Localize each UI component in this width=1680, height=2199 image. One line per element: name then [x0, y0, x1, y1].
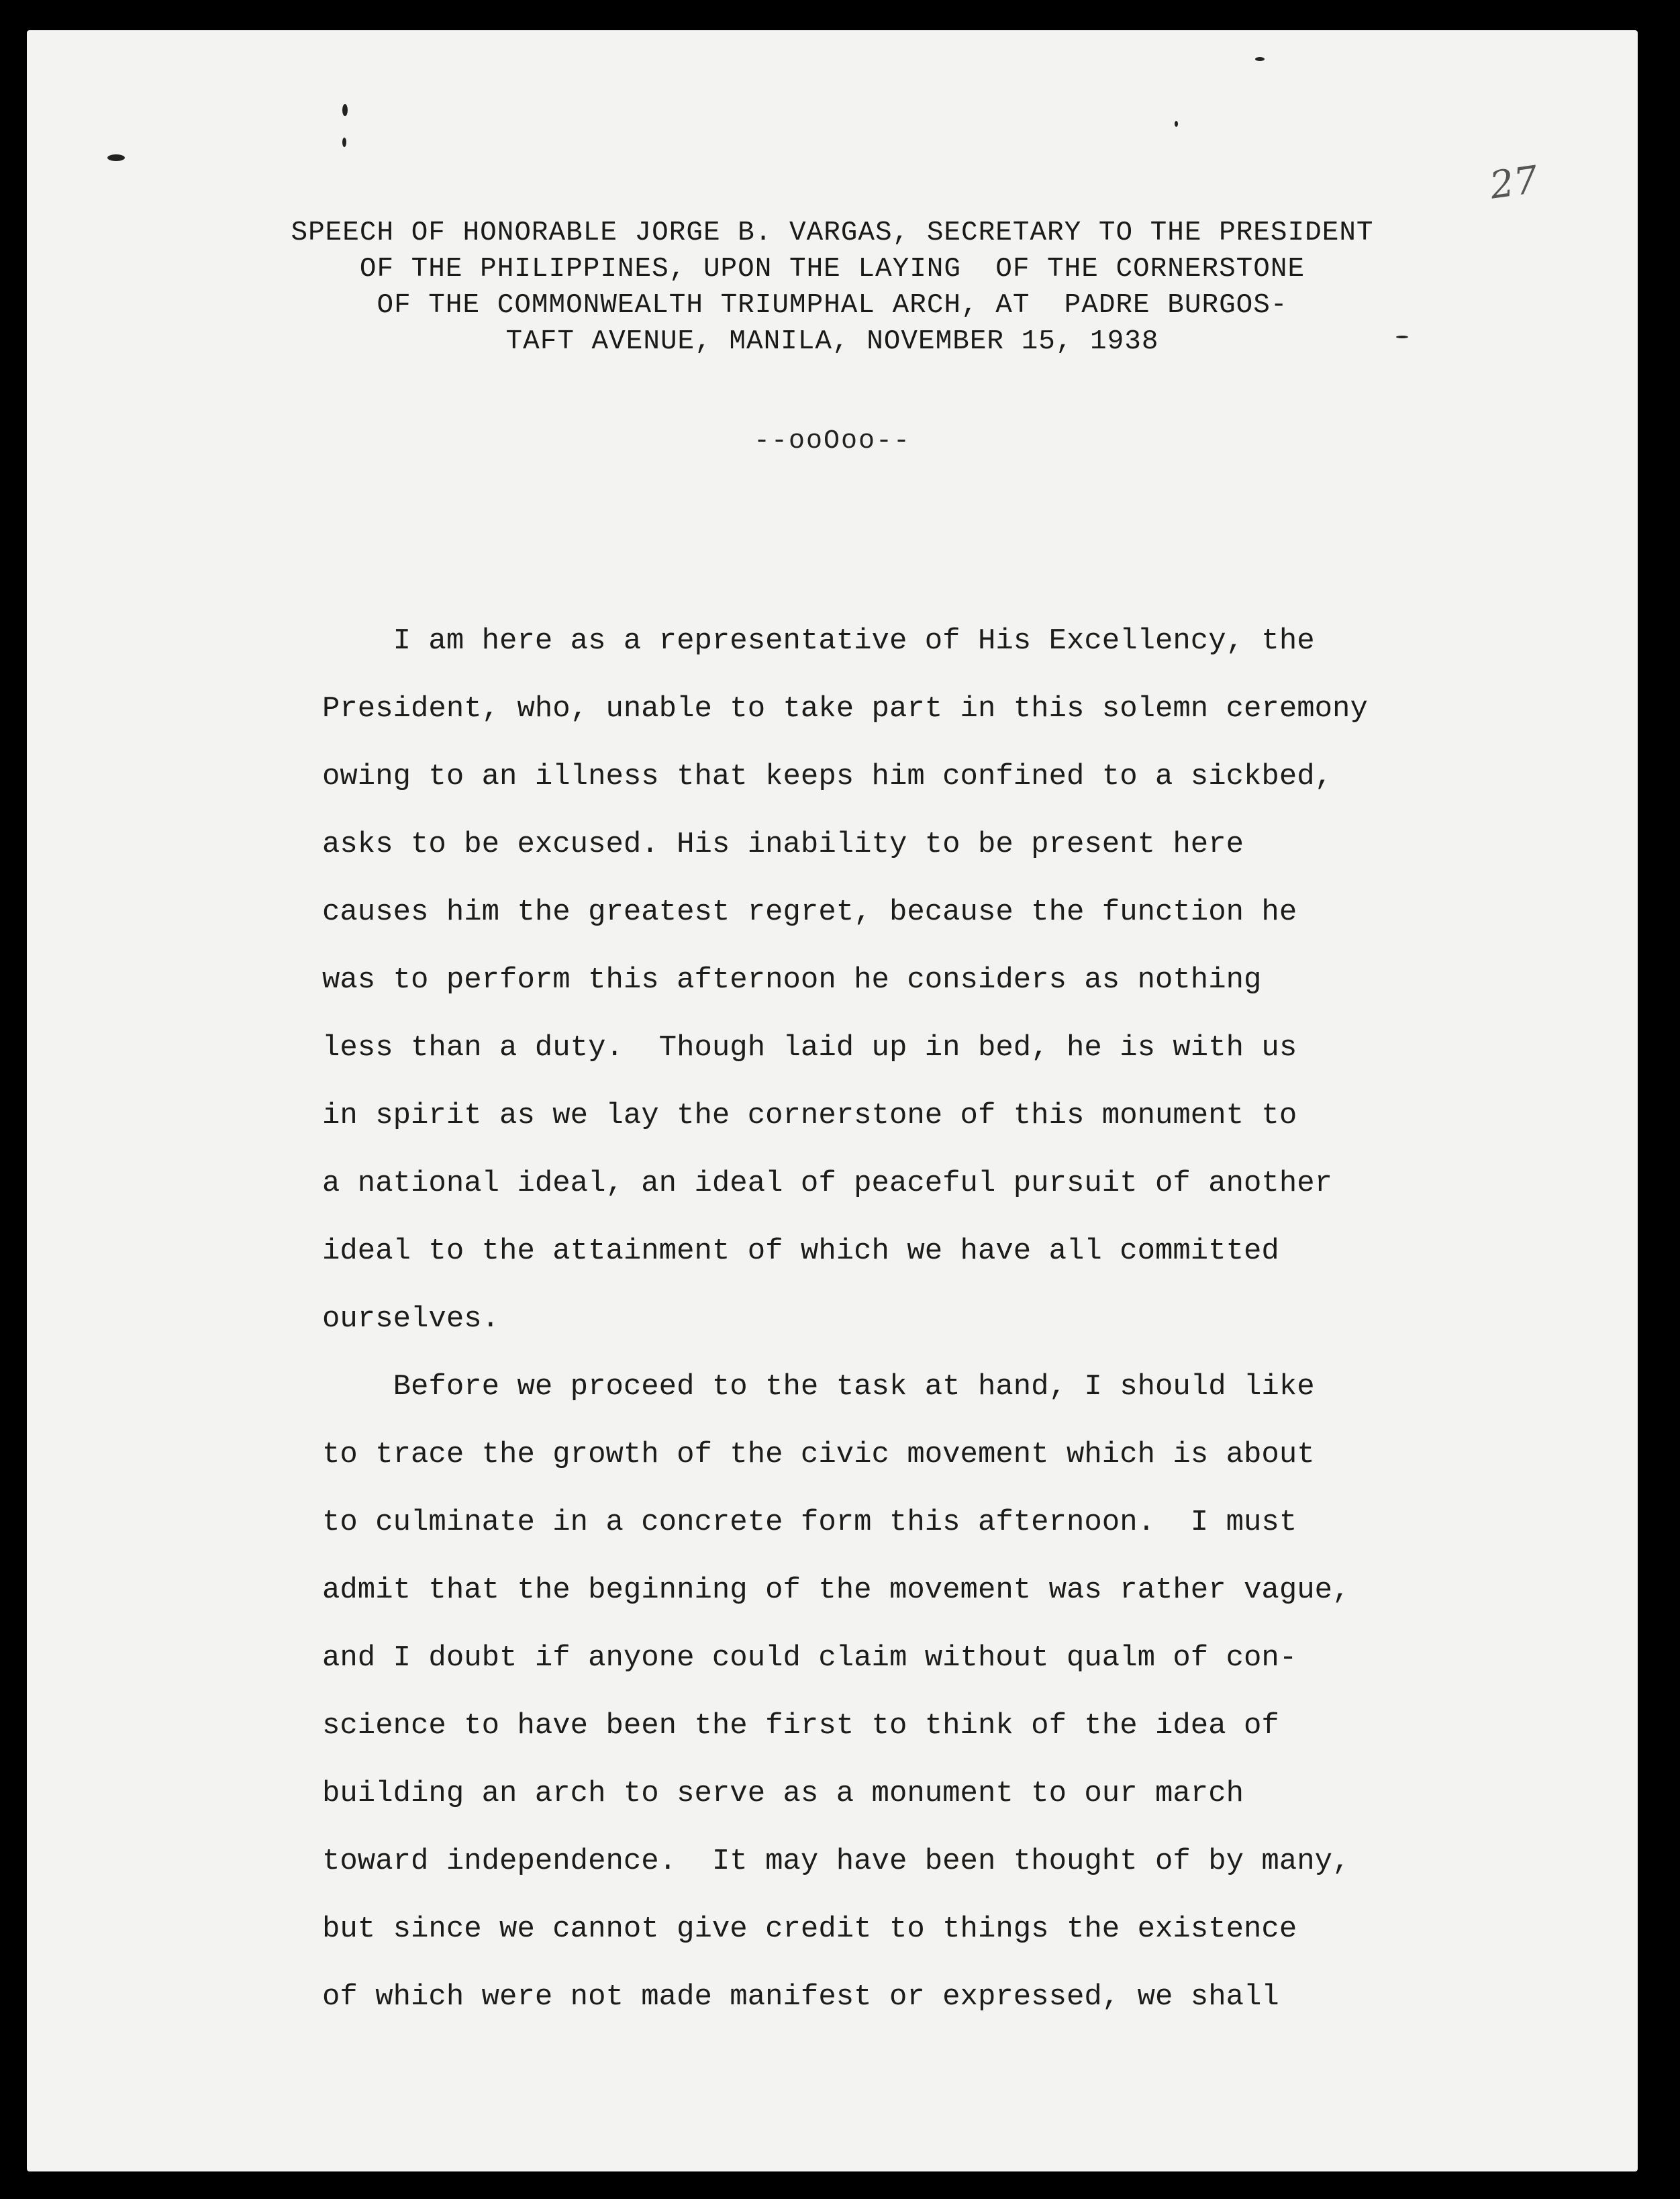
body-line: building an arch to serve as a monument to our march [322, 1777, 1244, 1810]
body-line: a national ideal, an ideal of peaceful pursuit of another [322, 1167, 1333, 1200]
body-line: science to have been the first to think of the idea of [322, 1709, 1279, 1743]
body-line: but since we cannot give credit to things the existence [322, 1912, 1297, 1946]
body-line: was to perform this afternoon he considers as nothing [322, 963, 1262, 997]
title-line: OF THE PHILIPPINES, UPON THE LAYING OF THE CORNERSTONE [359, 254, 1305, 285]
speech-title [128, 215, 1537, 360]
title-line: TAFT AVENUE, MANILA, NOVEMBER 15, 1938 [505, 326, 1159, 357]
body-line: to trace the growth of the civic movement which is about [322, 1438, 1315, 1471]
body-line: asks to be excused. His inability to be present here [322, 828, 1244, 861]
body-line: causes him the greatest regret, because the function he [322, 895, 1297, 929]
scan-speck [1175, 121, 1178, 127]
speech-body [322, 607, 1597, 2031]
title-line: OF THE COMMONWEALTH TRIUMPHAL ARCH, AT PADRE BURGOS- [377, 290, 1288, 321]
body-line: of which were not made manifest or expressed, we shall [322, 1980, 1279, 2014]
document-page [27, 30, 1638, 2171]
body-line: I am here as a representative of His Excellency, the [322, 624, 1315, 658]
body-line: less than a duty. Though laid up in bed, he is with us [322, 1031, 1297, 1065]
body-line: President, who, unable to take part in this solemn ceremony [322, 692, 1368, 726]
scan-speck [342, 138, 346, 147]
body-line: ourselves. [322, 1302, 500, 1336]
section-divider: --ooOoo-- [753, 426, 911, 456]
scan-speck [342, 104, 348, 116]
page-number: 27 [1487, 158, 1541, 208]
scan-speck [1255, 57, 1265, 61]
body-line: and I doubt if anyone could claim without qualm of con- [322, 1641, 1297, 1675]
body-line: to culminate in a concrete form this afternoon. I must [322, 1506, 1297, 1539]
title-line: SPEECH OF HONORABLE JORGE B. VARGAS, SECRETARY TO THE PRESIDENT [291, 217, 1374, 248]
body-line: ideal to the attainment of which we have all committed [322, 1234, 1279, 1268]
body-line: Before we proceed to the task at hand, I should like [322, 1370, 1315, 1404]
body-line: in spirit as we lay the cornerstone of this monument to [322, 1099, 1297, 1132]
body-line: admit that the beginning of the movement was rather vague, [322, 1573, 1350, 1607]
body-line: toward independence. It may have been thought of by many, [322, 1845, 1350, 1878]
scan-speck [107, 154, 125, 161]
body-line: owing to an illness that keeps him confined to a sickbed, [322, 760, 1333, 793]
